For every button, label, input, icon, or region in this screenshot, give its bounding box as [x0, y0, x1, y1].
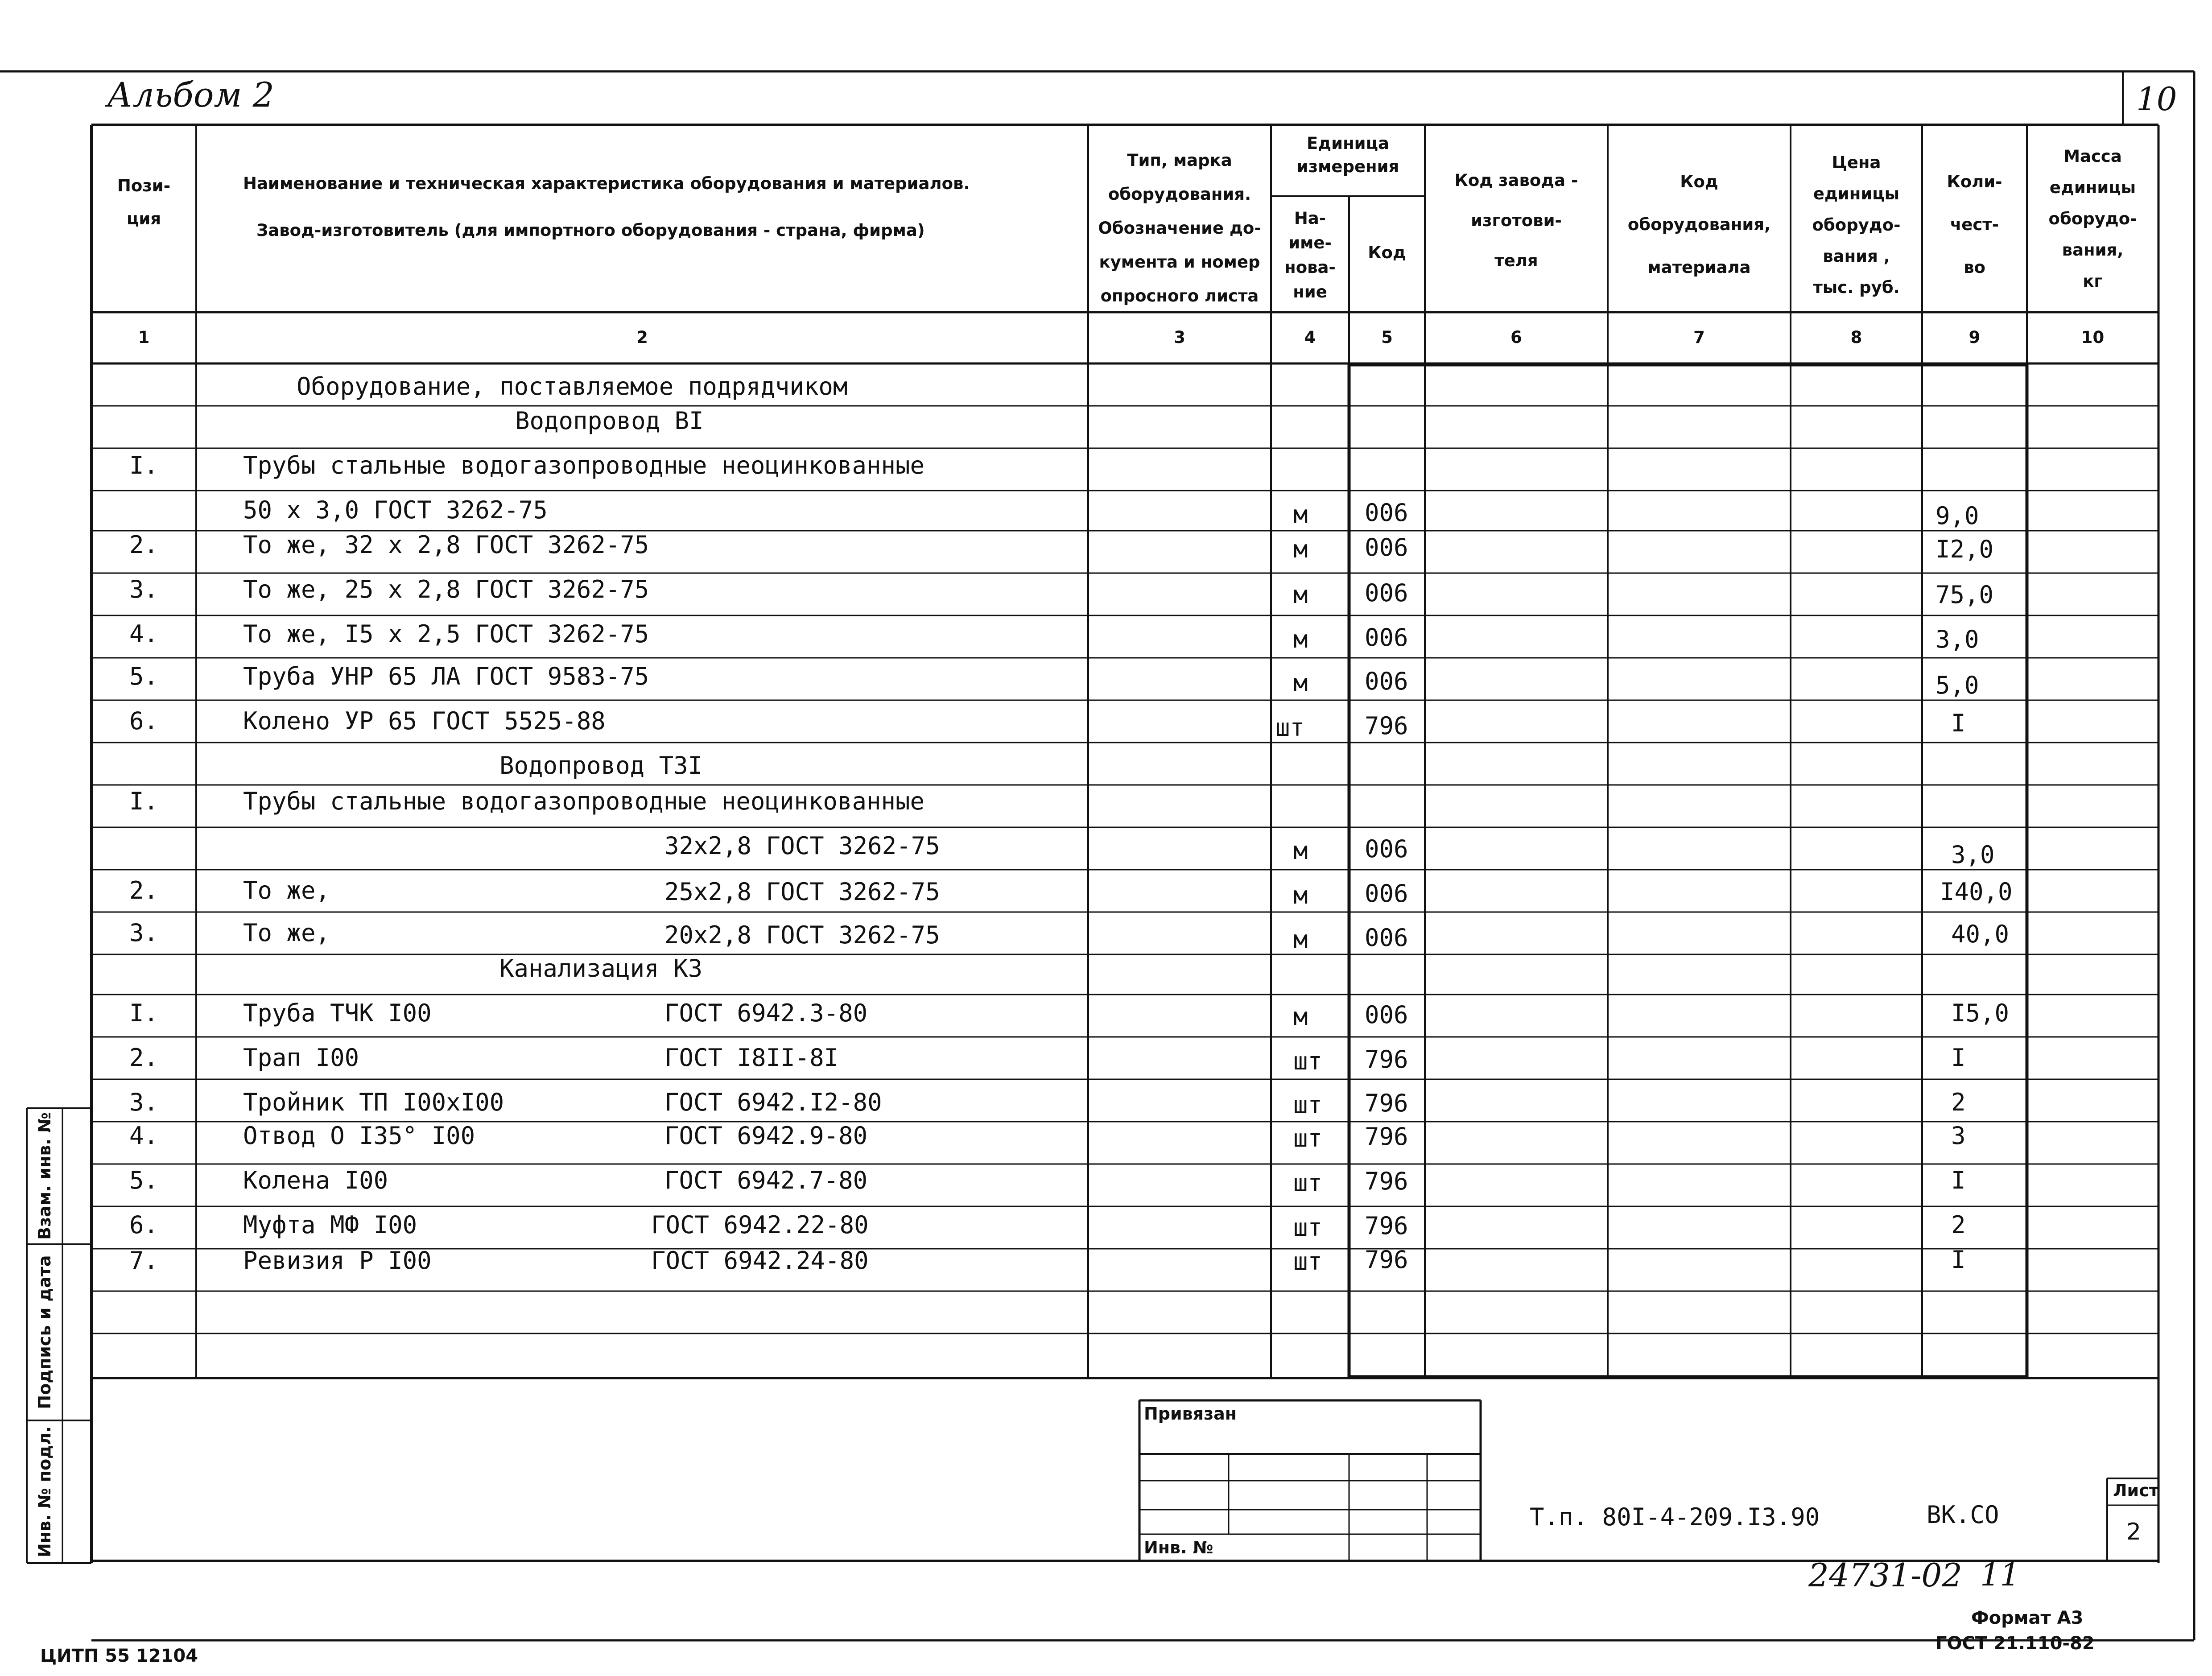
- bound-label: Привязан: [1144, 1404, 1237, 1424]
- row-unit-code: 006: [1365, 1001, 1408, 1029]
- row-unit: м: [1293, 925, 1308, 954]
- row-name: То же,: [243, 919, 330, 947]
- row-name: То же, 25 х 2,8 ГОСТ 3262-75: [243, 575, 649, 603]
- row-position: 3.: [129, 1088, 159, 1116]
- row-unit-code: 006: [1365, 879, 1408, 908]
- row-position: I.: [129, 999, 159, 1027]
- row-name-spec: ГОСТ 6942.3-80: [664, 999, 868, 1027]
- row-unit: шт: [1293, 1214, 1323, 1242]
- row-unit: м: [1293, 1003, 1308, 1031]
- row-unit-code: 796: [1365, 1167, 1408, 1195]
- row-unit-code: 796: [1365, 1045, 1408, 1073]
- row-unit-code: 006: [1365, 924, 1408, 952]
- row-unit: шт: [1293, 1247, 1323, 1276]
- column-number-7: 7: [1693, 328, 1705, 347]
- row-position: 2.: [129, 531, 159, 559]
- row-name: Труба УНР 65 ЛА ГОСТ 9583-75: [243, 662, 649, 690]
- row-name: То же, 32 х 2,8 ГОСТ 3262-75: [243, 531, 649, 559]
- row-quantity: I40,0: [1940, 878, 2013, 906]
- column-number-4: 4: [1304, 328, 1316, 347]
- row-unit: шт: [1293, 1124, 1323, 1152]
- row-name-spec: ГОСТ I8II-8I: [664, 1044, 839, 1072]
- row-unit-code: 006: [1365, 623, 1408, 652]
- row-position: 5.: [129, 1166, 159, 1194]
- row-name: То же,: [243, 876, 330, 904]
- header-material-code: Код оборудования, материала: [1627, 172, 1771, 277]
- row-unit: шт: [1293, 1169, 1323, 1197]
- row-name: Трап I00: [243, 1044, 359, 1072]
- row-unit: м: [1293, 625, 1308, 653]
- row-unit: шт: [1293, 1091, 1323, 1119]
- row-name: 32х2,8 ГОСТ 3262-75: [664, 832, 940, 860]
- row-position: I.: [129, 787, 159, 815]
- column-number-2: 2: [636, 328, 648, 347]
- header-type: Тип, марка оборудования. Обозначение до- кумента и номер опросного листа: [1098, 151, 1261, 305]
- column-number-1: 1: [138, 328, 150, 347]
- handwritten-number: 24731-02: [1808, 1556, 1962, 1594]
- row-name-spec: 25х2,8 ГОСТ 3262-75: [664, 878, 940, 906]
- row-name: Трубы стальные водогазопроводные неоцинкованные: [243, 451, 925, 479]
- publisher-label: ЦИТП 55 12104: [40, 1646, 198, 1666]
- row-unit-code: 006: [1365, 667, 1408, 695]
- header-unit-group: Единица измерения: [1296, 134, 1399, 176]
- row-unit: м: [1293, 669, 1308, 697]
- header-name-line1: Наименование и техническая характеристика оборудования и материалов.: [243, 174, 970, 193]
- row-unit: м: [1293, 581, 1308, 609]
- row-quantity: 3,0: [1936, 625, 1979, 653]
- column-number-5: 5: [1381, 328, 1393, 347]
- column-number-10: 10: [2081, 328, 2105, 347]
- row-quantity: 75,0: [1936, 581, 1994, 609]
- section-heading: Канализация К3: [499, 954, 703, 982]
- row-name: Труба ТЧК I00: [243, 999, 432, 1027]
- row-name-spec: 20х2,8 ГОСТ 3262-75: [664, 921, 940, 949]
- header-price: Цена единицы оборудо- вания , тыс. руб.: [1812, 153, 1901, 297]
- inventory-number-label: Инв. №: [1144, 1538, 1213, 1557]
- row-name: Ревизия Р I00: [243, 1247, 432, 1275]
- header-quantity: Коли- чест- во: [1947, 172, 2002, 277]
- header-name-line2: Завод-изготовитель (для импортного оборудования - страна, фирма): [256, 221, 925, 240]
- row-quantity: 2: [1951, 1211, 1966, 1239]
- side-stamp-original-inventory: Инв. № подл.: [35, 1426, 54, 1558]
- row-name: Трубы стальные водогазопроводные неоцинкованные: [243, 787, 925, 815]
- row-name: Муфта МФ I00: [243, 1211, 417, 1239]
- row-quantity: 5,0: [1936, 671, 1979, 699]
- row-position: 2.: [129, 876, 159, 904]
- row-quantity: I: [1951, 1044, 1966, 1072]
- section-heading: Водопровод Т3I: [499, 751, 703, 780]
- side-stamp-replacement-inventory: Взам. инв. №: [35, 1112, 54, 1240]
- column-number-8: 8: [1850, 328, 1862, 347]
- row-quantity: 3: [1951, 1122, 1966, 1150]
- row-name-spec: ГОСТ 6942.9-80: [664, 1122, 868, 1150]
- row-position: 2.: [129, 1044, 159, 1072]
- row-unit: м: [1293, 881, 1308, 909]
- row-name: Отвод О I35° I00: [243, 1122, 475, 1150]
- row-unit: м: [1293, 535, 1308, 563]
- column-number-6: 6: [1510, 328, 1522, 347]
- header-unit-code: Код: [1368, 243, 1406, 262]
- row-name: Колено УР 65 ГОСТ 5525-88: [243, 707, 606, 735]
- row-quantity: 3,0: [1951, 841, 1995, 869]
- row-name: Тройник ТП I00хI00: [243, 1088, 504, 1116]
- row-unit: шт: [1293, 1047, 1323, 1075]
- row-name: 50 х 3,0 ГОСТ 3262-75: [243, 496, 548, 524]
- row-quantity: 2: [1951, 1088, 1966, 1116]
- row-name-spec: ГОСТ 6942.24-80: [651, 1247, 869, 1275]
- row-name-spec: ГОСТ 6942.22-80: [651, 1211, 869, 1239]
- row-unit-code: 006: [1365, 579, 1408, 607]
- row-unit-code: 796: [1365, 1212, 1408, 1240]
- row-unit-code: 006: [1365, 533, 1408, 561]
- row-unit-code: 796: [1365, 712, 1408, 740]
- row-unit-code: 006: [1365, 835, 1408, 863]
- row-position: 3.: [129, 575, 159, 603]
- sheet-label: Лист: [2113, 1481, 2159, 1500]
- row-position: 4.: [129, 620, 159, 648]
- column-number-9: 9: [1969, 328, 1981, 347]
- row-quantity: 40,0: [1951, 920, 2010, 948]
- row-quantity: I5,0: [1951, 999, 2010, 1027]
- row-quantity: 9,0: [1936, 502, 1979, 530]
- column-number-3: 3: [1174, 328, 1185, 347]
- section-heading: Водопровод ВI: [515, 407, 704, 435]
- header-factory-code: Код завода - изготови- теля: [1454, 171, 1578, 270]
- row-quantity: I: [1951, 709, 1966, 737]
- row-name: Колена I00: [243, 1166, 388, 1194]
- row-unit-code: 796: [1365, 1246, 1408, 1274]
- side-stamp-signature-date: Подпись и дата: [35, 1255, 54, 1409]
- row-unit: м: [1293, 500, 1308, 528]
- row-position: 5.: [129, 662, 159, 690]
- row-position: 6.: [129, 707, 159, 735]
- row-name-spec: ГОСТ 6942.I2-80: [664, 1088, 882, 1116]
- row-quantity: I: [1951, 1246, 1966, 1274]
- header-position: Пози- ция: [117, 176, 171, 228]
- row-unit: шт: [1275, 714, 1305, 742]
- row-quantity: I2,0: [1936, 535, 1994, 563]
- row-quantity: I: [1951, 1166, 1966, 1194]
- corner-page-number: 10: [2136, 80, 2177, 118]
- gost-label: ГОСТ 21.110-82: [1936, 1633, 2095, 1654]
- format-label: Формат А3: [1971, 1608, 2084, 1628]
- section-heading: Оборудование, поставляемое подрядчиком: [297, 372, 848, 400]
- header-mass: Масса единицы оборудо- вания, кг: [2048, 147, 2137, 291]
- album-label: Альбом 2: [107, 75, 274, 115]
- row-position: 6.: [129, 1211, 159, 1239]
- row-unit-code: 796: [1365, 1089, 1408, 1117]
- row-unit-code: 006: [1365, 499, 1408, 527]
- row-name-spec: ГОСТ 6942.7-80: [664, 1166, 868, 1194]
- row-unit-code: 796: [1365, 1123, 1408, 1151]
- row-position: I.: [129, 451, 159, 479]
- sheet-number: 2: [2126, 1519, 2142, 1545]
- row-unit: м: [1293, 837, 1308, 865]
- document-code: Т.п. 80I-4-209.I3.90: [1530, 1503, 1820, 1531]
- handwritten-page: 11: [1980, 1556, 2020, 1593]
- row-name: То же, I5 х 2,5 ГОСТ 3262-75: [243, 620, 649, 648]
- document-mark: ВК.СО: [1927, 1501, 1999, 1529]
- row-position: 4.: [129, 1122, 159, 1150]
- row-position: 3.: [129, 919, 159, 947]
- row-position: 7.: [129, 1247, 159, 1275]
- header-unit-name: На- име- нова- ние: [1284, 209, 1336, 301]
